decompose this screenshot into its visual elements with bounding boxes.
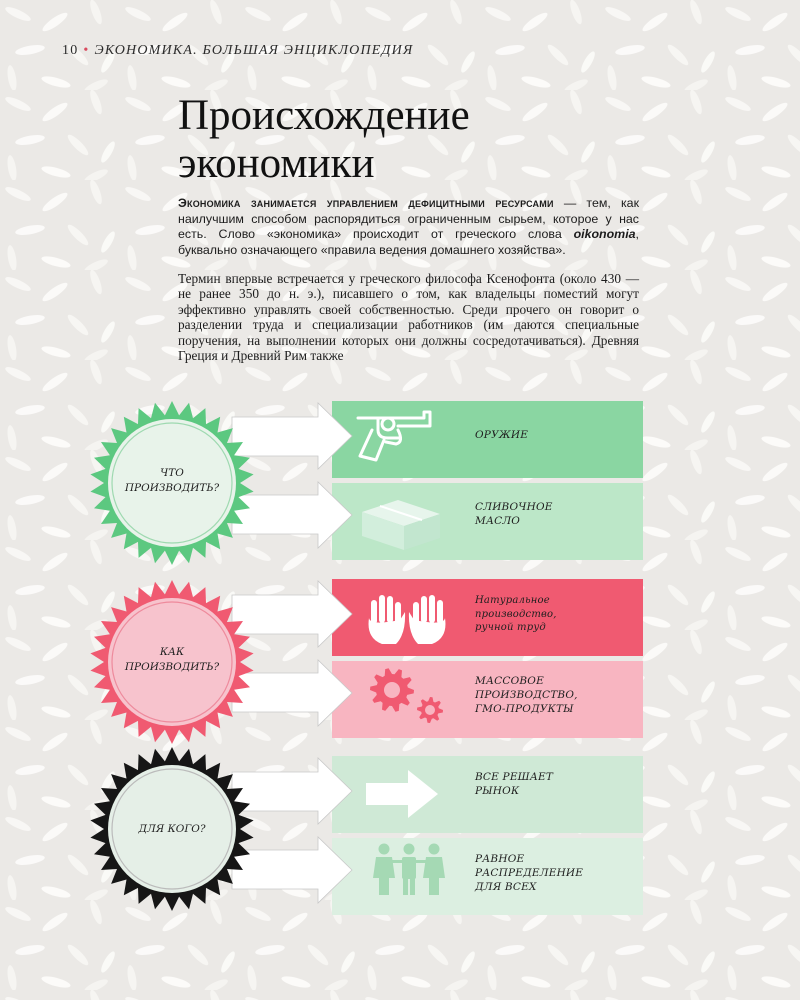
running-header [62, 43, 413, 59]
header-separator: • [83, 43, 90, 58]
option-label-market: ВСЕ РЕШАЕТ РЫНОК [475, 771, 554, 797]
intro-text-a: — тем, как наилучшим способом распорядиться ограниченным сырьем, которое у нас есть. Слово «экономика» происходит от греческого слова [178, 196, 639, 242]
question-label-how: КАК ПРОИЗВОДИТЬ? [124, 646, 220, 673]
intro-paragraph [178, 196, 639, 258]
option-label-equal: РАВНОЕ РАСПРЕДЕЛЕНИЕ ДЛЯ ВСЕХ [475, 853, 584, 893]
history-paragraph: Термин впервые встречается у греческого философа Ксенофонта (около 430 — не ранее 350 до н. э.), писавшего о том, как владельцы поместий могут эффективно управлять своей собственностью. Среди прочего он говорит о разделении труда и специализации работников (им даются специальные поручения, на выполнении которых они должны сосредотачиваться). Древняя Греция и Древний Рим также [178, 271, 639, 364]
intro-text-b: , буквально означающего «правила ведения домашнего хозяйства». [178, 227, 639, 257]
question-label-whom: ДЛЯ КОГО? [138, 823, 206, 835]
option-label-butter: СЛИВОЧНОЕ МАСЛО [475, 501, 553, 527]
intro-term: oikonomia [573, 227, 636, 242]
intro-lead: Экономика занимается управлением дефицитными ресурсами [178, 196, 554, 210]
option-label-weapons: ОРУЖИЕ [475, 429, 529, 441]
page-title-line2: экономики [178, 140, 375, 187]
option-label-manual: Натуральное производство, ручной труд [475, 595, 557, 633]
page-title-line1: Происхождение [178, 92, 470, 139]
economics-questions-diagram [0, 390, 800, 950]
book-title: ЭКОНОМИКА. БОЛЬШАЯ ЭНЦИКЛОПЕДИЯ [94, 43, 414, 58]
page-title [178, 92, 638, 188]
question-label-what: ЧТО ПРОИЗВОДИТЬ? [124, 467, 220, 494]
page-number: 10 [62, 43, 79, 58]
option-label-mass: МАССОВОЕ ПРОИЗВОДСТВО, ГМО-ПРОДУКТЫ [475, 675, 578, 715]
